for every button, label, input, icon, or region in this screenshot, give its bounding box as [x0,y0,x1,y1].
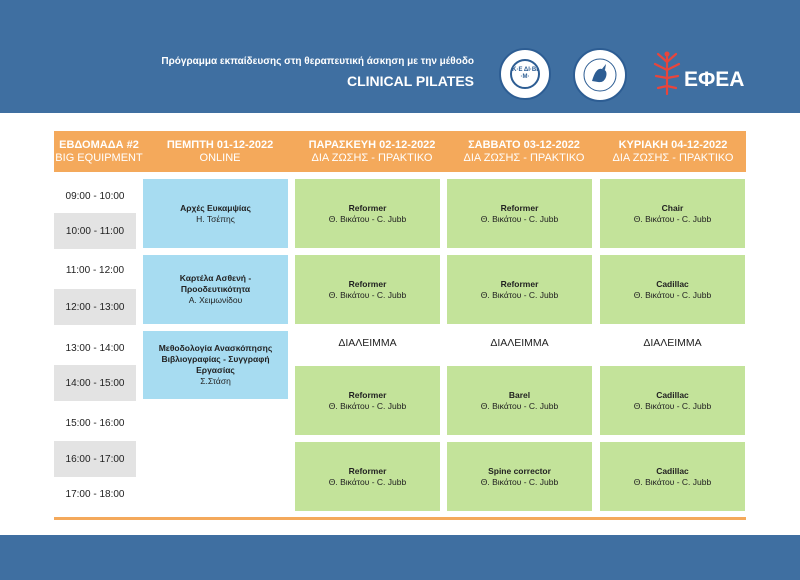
day-header-thursday [144,131,296,172]
university-emblem-icon [582,57,618,93]
session-title: Cadillac [656,278,689,289]
session-instructor: Θ. Βικάτου - C. Jubb [633,213,712,224]
day-header-sunday [600,131,746,172]
day-mode: ONLINE [199,151,241,164]
session-instructor: Θ. Βικάτου - C. Jubb [328,400,407,411]
session-title: Εργασίας [196,365,235,375]
week-sublabel: BIG EQUIPMENT [55,151,143,164]
schedule-bottom-rule [54,517,746,520]
time-slot: 12:00 - 13:00 [54,289,136,325]
session-title: Αρχές Ευκαμψίας [180,202,251,213]
efea-mark-icon [650,50,684,98]
session-instructor: Θ. Βικάτου - C. Jubb [328,289,407,300]
day-label: ΚΥΡΙΑΚΗ 04-12-2022 [618,138,728,151]
session-title: Reformer [500,278,539,289]
schedule-header-row [54,131,746,172]
university-logo [573,48,627,102]
day-label: ΣΑΒΒΑΤΟ 03-12-2022 [468,138,580,151]
break-label: ΔΙΑΛΕΙΜΜΑ [338,337,397,349]
session-instructor: Α. Χειμωνίδου [188,295,243,305]
day-header-friday [296,131,448,172]
session-instructor: Θ. Βικάτου - C. Jubb [633,400,712,411]
day-mode: ΔΙΑ ΖΩΣΗΣ - ΠΡΑΚΤΙΚΟ [463,151,585,164]
session-cell [447,442,592,511]
session-instructor: Θ. Βικάτου - C. Jubb [328,213,407,224]
session-title: Reformer [500,202,539,213]
kedivim-logo [499,48,551,100]
session-instructor: Θ. Βικάτου - C. Jubb [480,213,559,224]
session-cell [447,366,592,435]
session-instructor: Θ. Βικάτου - C. Jubb [480,476,559,487]
session-instructor: Θ. Βικάτου - C. Jubb [633,289,712,300]
session-title: Cadillac [656,389,689,400]
session-instructor: Σ.Στάση [200,376,231,386]
session-cell [143,331,288,399]
footer-banner [0,535,800,580]
day-mode: ΔΙΑ ΖΩΣΗΣ - ΠΡΑΚΤΙΚΟ [612,151,734,164]
session-cell [143,255,288,324]
session-cell [295,366,440,435]
efea-wordmark: ΕΦΕΑ [684,68,745,91]
time-slot: 09:00 - 10:00 [65,190,125,202]
time-slot: 17:00 - 18:00 [65,488,125,500]
day-header-saturday [448,131,600,172]
time-slot: 11:00 - 12:00 [65,264,125,276]
session-title: Βιβλιογραφίας - Συγγραφή [161,354,270,364]
session-title: Reformer [348,465,387,476]
session-cell [295,179,440,248]
session-title: Προοδευτικότητα [180,284,251,294]
session-instructor: Θ. Βικάτου - C. Jubb [633,476,712,487]
time-slot: 10:00 - 11:00 [54,213,136,249]
session-title: Reformer [348,389,387,400]
day-label: ΠΕΜΠΤΗ 01-12-2022 [166,138,274,151]
session-title: Μεθοδολογία Ανασκόπησης [158,343,273,353]
day-label: ΠΑΡΑΣΚΕΥΗ 02-12-2022 [308,138,436,151]
session-title: Reformer [348,202,387,213]
session-instructor: Θ. Βικάτου - C. Jubb [480,400,559,411]
session-cell [447,255,592,324]
kedivim-logo-text: Κ·Ε ΔΙ·ΒΙ ·Μ· [512,67,538,80]
session-cell [600,442,745,511]
session-title: Καρτέλα Ασθενή - [179,273,252,283]
efea-logo [650,50,750,98]
session-cell [447,179,592,248]
session-cell [600,366,745,435]
session-cell [295,255,440,324]
session-title: Reformer [348,278,387,289]
session-title: Spine corrector [488,465,551,476]
session-instructor: Θ. Βικάτου - C. Jubb [480,289,559,300]
time-slot: 15:00 - 16:00 [65,417,125,429]
session-instructor: Η. Τσέπης [196,213,235,224]
program-title: CLINICAL PILATES [346,73,474,89]
time-slot: 13:00 - 14:00 [65,342,125,354]
session-cell [600,179,745,248]
session-title: Chair [661,202,684,213]
session-title: Barel [508,389,531,400]
session-instructor: Θ. Βικάτου - C. Jubb [328,476,407,487]
session-title: Cadillac [656,465,689,476]
session-cell [600,255,745,324]
header-banner [0,0,800,113]
time-slot: 14:00 - 15:00 [54,365,136,401]
week-label: ΕΒΔΟΜΑΔΑ #2 [59,138,139,151]
program-subtitle: Πρόγραμμα εκπαίδευσης στη θεραπευτική άσκηση με την μέθοδο [161,56,474,67]
session-cell [295,442,440,511]
time-slot: 16:00 - 17:00 [54,441,136,477]
session-cell [143,179,288,248]
day-mode: ΔΙΑ ΖΩΣΗΣ - ΠΡΑΚΤΙΚΟ [311,151,433,164]
break-label: ΔΙΑΛΕΙΜΜΑ [643,337,702,349]
break-label: ΔΙΑΛΕΙΜΜΑ [490,337,549,349]
week-header [54,131,144,172]
